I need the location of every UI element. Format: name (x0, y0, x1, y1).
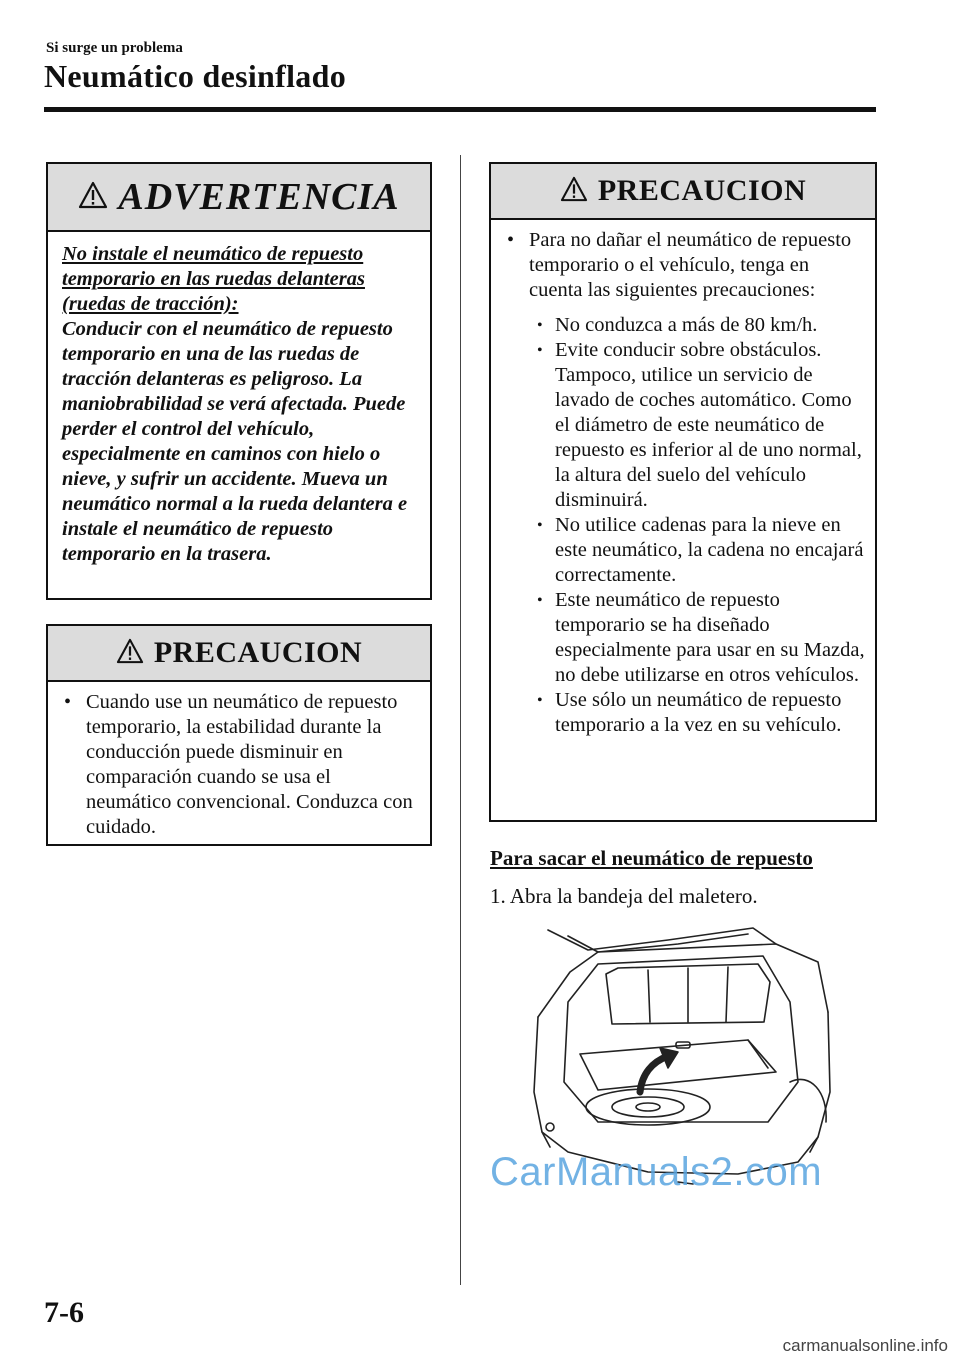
list-item: • No utilice cadenas para la nieve en este neumático, la cadena no encajará correctamente. (529, 513, 867, 588)
caution-body-left (48, 682, 430, 852)
caution-intro: Para no dañar el neumático de repuesto temporario o el vehículo, tenga en cuenta las siguientes precauciones: (529, 229, 852, 301)
footer-site: carmanualsonline.info (782, 1336, 948, 1355)
list-item: • Cuando use un neumático de repuesto temporario, la estabilidad durante la conducción puede disminuir en comparación cuando se usa el neumático convencional. Conduzca con cuidado. (62, 690, 420, 840)
page-title: Neumático desinflado (44, 58, 346, 94)
list-item: • No conduzca a más de 80 km/h. (529, 313, 867, 338)
warning-text: Conducir con el neumático de repuesto temporario en una de las ruedas de tracción delanteras es peligroso. La maniobrabilidad se verá afectada. Puede perder el control del vehículo, especialmente en caminos con hielo o nieve, y sufrir un accidente. Mueva un neumático normal a la rueda delantera e instale el neumático de repuesto temporario en la trasera. (62, 318, 408, 565)
warning-box (46, 162, 432, 600)
column-divider (460, 155, 461, 1285)
warning-triangle-icon (116, 638, 144, 669)
warning-triangle-icon (560, 176, 588, 207)
page-number: 7-6 (44, 1296, 84, 1329)
procedure-heading: Para sacar el neumático de repuesto (490, 846, 813, 870)
caution-box-left (46, 624, 432, 846)
title-rule (44, 107, 876, 112)
section-label: Si surge un problema (46, 40, 183, 56)
warning-body (48, 232, 430, 579)
procedure-step-1: 1. Abra la bandeja del maletero. (490, 884, 758, 908)
list-item: • Use sólo un neumático de repuesto temporario a la vez en su vehículo. (529, 688, 867, 738)
warning-box-header (48, 164, 430, 232)
caution-heading-right: PRECAUCION (597, 174, 807, 207)
caution-body-right (491, 220, 875, 750)
caution-box-right (489, 162, 877, 822)
warning-triangle-icon (78, 181, 108, 214)
watermark: CarManuals2.com (490, 1150, 823, 1194)
list-item: • Evite conducir sobre obstáculos. Tampoco, utilice un servicio de lavado de coches automático. Como el diámetro de este neumático de repuesto es inferior al de uno normal, la altura del suelo del vehículo disminuirá. (529, 338, 867, 513)
list-item (505, 228, 867, 738)
warning-underlined-text: No instale el neumático de repuesto temporario en las ruedas delanteras (ruedas de tracción): (62, 243, 365, 315)
caution-box-right-header (491, 164, 875, 220)
caution-box-left-header (48, 626, 430, 682)
caution-heading-left: PRECAUCION (153, 636, 363, 669)
list-item: • Este neumático de repuesto temporario se ha diseñado especialmente para usar en su Mazda, no debe utilizarse en otros vehículos. (529, 588, 867, 688)
warning-heading: ADVERTENCIA (118, 176, 400, 218)
